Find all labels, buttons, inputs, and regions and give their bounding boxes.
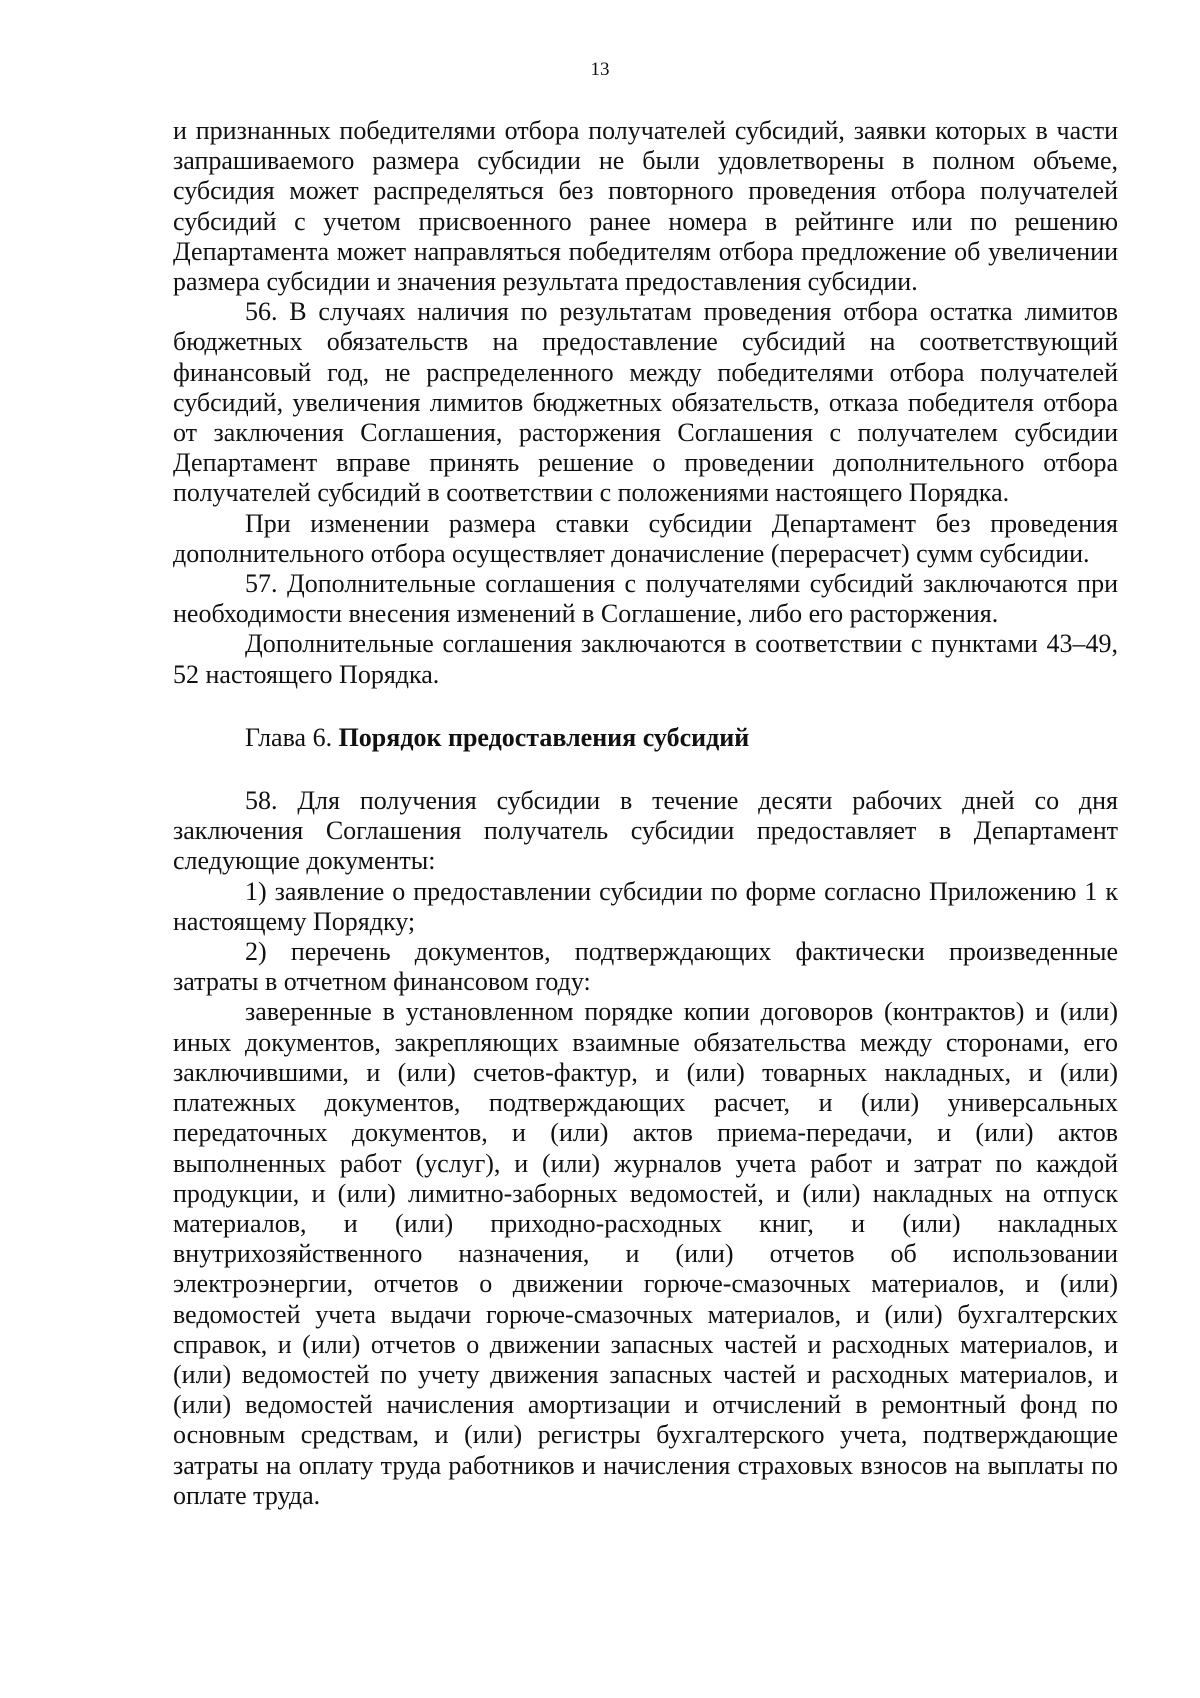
paragraph-58: 58. Для получения субсидии в течение десяти рабочих дней со дня заключения Соглашения получатель субсидии предоставляет в Департамент следующие документы: (173, 786, 1118, 876)
paragraph: При изменении размера ставки субсидии Департамент без проведения дополнительного отбора осуществляет доначисление (перерасчет) сумм субсидии. (173, 508, 1118, 568)
paragraph-57: 57. Дополнительные соглашения с получателями субсидий заключаются при необходимости внесения изменений в Соглашение, либо его расторжения. (173, 569, 1118, 629)
paragraph: и признанных победителями отбора получателей субсидий, заявки которых в части запрашиваемого размера субсидии не были удовлетворены в полном объеме, субсидия может распределяться без повторного проведения отбора получателей субсидий с учетом присвоенного ранее номера в рейтинге или по решению Департамента может направляться победителям отбора предложение об увеличении размера субсидии и значения результата предоставления субсидии. (173, 116, 1118, 297)
list-item-2: 2) перечень документов, подтверждающих фактически произведенные затраты в отчетном финансовом году: (173, 937, 1118, 997)
paragraph: заверенные в установленном порядке копии договоров (контрактов) и (или) иных документов, закрепляющих взаимные обязательства между сторонами, его заключившими, и (или) счетов-фактур, и (или) товарных накладных, и (или) платежных документов, подтверждающих расчет, и (или) универсальных передаточных документов, и (или) актов приема-передачи, и (или) актов выполненных работ (услуг), и (или) журналов учета работ и затрат по каждой продукции, и (или) лимитно-заборных ведомостей, и (или) накладных на отпуск материалов, и (или) приходно-расходных книг, и (или) накладных внутрихозяйственного назначения, и (или) отчетов об использовании электроэнергии, отчетов о движении горюче-смазочных материалов, и (или) ведомостей учета выдачи горюче-смазочных материалов, и (или) бухгалтерских справок, и (или) отчетов о движении запасных частей и расходных материалов, и (или) ведомостей по учету движения запасных частей и расходных материалов, и (или) ведомостей начисления амортизации и отчислений в ремонтный фонд по основным средствам, и (или) регистры бухгалтерского учета, подтверждающие затраты на оплату труда работников и начисления страховых взносов на выплаты по оплате труда. (173, 997, 1118, 1510)
chapter-heading (173, 723, 1118, 753)
paragraph-56: 56. В случаях наличия по результатам проведения отбора остатка лимитов бюджетных обязательств на предоставление субсидий на соответствующий финансовый год, не распределенного между победителями отбора получателей субсидий, увеличения лимитов бюджетных обязательств, отказа победителя отбора от заключения Соглашения, расторжения Соглашения с получателем субсидии Департамент вправе принять решение о проведении дополнительного отбора получателей субсидий в соответствии с положениями настоящего Порядка. (173, 297, 1118, 508)
chapter-heading-prefix: Глава 6. (245, 722, 339, 752)
list-item-1: 1) заявление о предоставлении субсидии по форме согласно Приложению 1 к настоящему Порядку; (173, 876, 1118, 936)
page-number: 13 (590, 59, 610, 80)
chapter-heading-title: Порядок предоставления субсидий (338, 722, 750, 752)
document-body (173, 116, 1118, 1511)
paragraph: Дополнительные соглашения заключаются в соответствии с пунктами 43–49, 52 настоящего Порядка. (173, 629, 1118, 689)
